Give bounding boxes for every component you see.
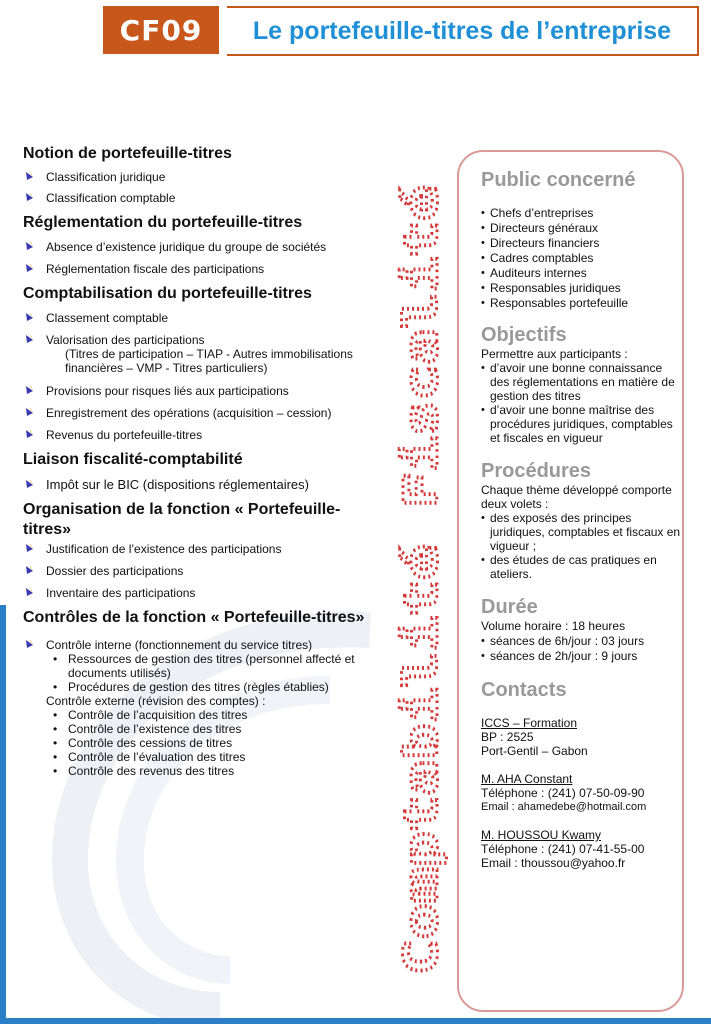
section-title: Comptabilisation du portefeuille-titres: [23, 285, 312, 302]
header: [103, 6, 699, 54]
arrow-bullet-icon: [25, 263, 35, 273]
section-list: [23, 384, 383, 442]
public-heading: Public concerné: [481, 169, 636, 191]
list-item: • Ressources de gestion des titres (personnel affecté et documents utilisés): [23, 652, 383, 680]
course-code: CF09: [103, 6, 219, 54]
section-title: Liaison fiscalité-comptabilité: [23, 451, 243, 468]
arrow-bullet-icon: [25, 171, 35, 181]
procedures-heading: Procédures: [481, 460, 592, 482]
arrow-bullet-icon: [25, 429, 35, 439]
section-list: [23, 542, 383, 600]
arrow-bullet-icon: [25, 543, 35, 553]
contact-city: Port-Gentil – Gabon: [481, 744, 588, 758]
list-item: Classement comptable: [23, 311, 383, 325]
external-control-label: Contrôle externe (révision des comptes) :: [46, 694, 266, 708]
list-item: • des études de cas pratiques en ateliers.: [481, 553, 681, 581]
arrow-bullet-icon: [25, 407, 35, 417]
section-title: Organisation de la fonction « Portefeuille-titres»: [23, 501, 341, 538]
arrow-bullet-icon: [25, 479, 35, 489]
list-item: • d’avoir une bonne connaissance des réglementations en matière de gestion des titres: [481, 361, 681, 403]
section-title: Réglementation du portefeuille-titres: [23, 214, 303, 231]
public-list: [481, 206, 681, 311]
list-item: • Chefs d’entreprises: [481, 206, 681, 221]
contact-1-phone: Téléphone : (241) 07-50-09-90: [481, 786, 645, 800]
contact-2-phone: Téléphone : (241) 07-41-55-00: [481, 842, 645, 856]
objectifs-intro: Permettre aux participants :: [481, 347, 628, 361]
arrow-bullet-icon: [25, 565, 35, 575]
list-item: • Contrôle des cessions de titres: [23, 736, 383, 750]
list-item: Dossier des participations: [23, 564, 383, 578]
contact-1-email[interactable]: Email : ahamedebe@hotmail.com: [481, 801, 647, 813]
program-content: [23, 144, 383, 778]
list-item: Justification de l’existence des participations: [23, 542, 383, 556]
vertical-title-text: Comptabilité Fiscalité: [394, 365, 448, 975]
contact-2-email[interactable]: Email : thoussou@yahoo.fr: [481, 856, 626, 870]
list-item: Classification juridique: [23, 170, 383, 184]
left-accent-bar: [0, 605, 6, 1024]
list-item: • Contrôle de l’évaluation des titres: [23, 750, 383, 764]
info-panel: [481, 168, 681, 870]
section-list: [23, 638, 383, 652]
list-item: Valorisation des participations: [23, 333, 383, 347]
section-list: [23, 170, 383, 205]
list-item: • Responsables portefeuille: [481, 296, 681, 311]
arrow-bullet-icon: [25, 639, 35, 649]
contact-2-name: M. HOUSSOU Kwamy: [481, 828, 602, 842]
list-item: • Responsables juridiques: [481, 281, 681, 296]
list-item: Contrôle interne (fonctionnement du service titres): [23, 638, 383, 652]
arrow-bullet-icon: [25, 587, 35, 597]
arrow-bullet-icon: [25, 241, 35, 251]
external-control-list: [23, 708, 383, 778]
objectifs-list: [481, 361, 681, 445]
list-item: • des exposés des principes juridiques, comptables et fiscaux en vigueur ;: [481, 511, 681, 553]
section-title: Contrôles de la fonction « Portefeuille-titres»: [23, 609, 365, 626]
contact-bp: BP : 2525: [481, 730, 534, 744]
duree-intro: Volume horaire : 18 heures: [481, 619, 626, 633]
contacts-heading: Contacts: [481, 679, 567, 701]
list-item: • Directeurs généraux: [481, 221, 681, 236]
duree-heading: Durée: [481, 596, 538, 618]
section-list: [23, 478, 383, 492]
list-item: • séances de 2h/jour : 9 jours: [481, 649, 681, 664]
list-item: • Auditeurs internes: [481, 266, 681, 281]
section-title: Notion de portefeuille-titres: [23, 145, 232, 162]
contacts-block: [481, 716, 681, 870]
list-item: • Directeurs financiers: [481, 236, 681, 251]
arrow-bullet-icon: [25, 385, 35, 395]
objectifs-heading: Objectifs: [481, 324, 567, 346]
list-item: • d’avoir une bonne maîtrise des procédures juridiques, comptables et fiscales en vigueur: [481, 403, 681, 445]
arrow-bullet-icon: [25, 192, 35, 202]
list-item: Inventaire des participations: [23, 586, 383, 600]
internal-control-list: [23, 652, 383, 694]
list-item: Enregistrement des opérations (acquisition – cession): [23, 406, 383, 420]
list-item: Réglementation fiscale des participations: [23, 262, 383, 276]
list-item: • séances de 6h/jour : 03 jours: [481, 634, 681, 649]
bottom-accent-bar: [0, 1018, 711, 1024]
contact-org: ICCS – Formation: [481, 716, 578, 730]
procedures-list: [481, 511, 681, 581]
list-item: Impôt sur le BIC (dispositions réglementaires): [23, 478, 383, 492]
vertical-title: [394, 180, 448, 980]
list-item: • Procédures de gestion des titres (règles établies): [23, 680, 383, 694]
section-list: [23, 311, 383, 347]
arrow-bullet-icon: [25, 334, 35, 344]
list-item: Provisions pour risques liés aux participations: [23, 384, 383, 398]
list-item: • Contrôle de l’existence des titres: [23, 722, 383, 736]
list-item: • Cadres comptables: [481, 251, 681, 266]
list-item: Classification comptable: [23, 191, 383, 205]
list-item: • Contrôle de l’acquisition des titres: [23, 708, 383, 722]
contact-1-name: M. AHA Constant: [481, 772, 573, 786]
arrow-bullet-icon: [25, 312, 35, 322]
list-item: Revenus du portefeuille-titres: [23, 428, 383, 442]
page-title: Le portefeuille-titres de l’entreprise: [227, 6, 699, 56]
procedures-intro: Chaque thème développé comporte deux volets :: [481, 483, 672, 511]
section-list: [23, 240, 383, 276]
duree-list: [481, 634, 681, 664]
list-item: • Contrôle des revenus des titres: [23, 764, 383, 778]
valorisation-details: (Titres de participation – TIAP - Autres immobilisations financières – VMP - Titres particuliers): [65, 347, 353, 375]
list-item: Absence d’existence juridique du groupe de sociétés: [23, 240, 383, 254]
